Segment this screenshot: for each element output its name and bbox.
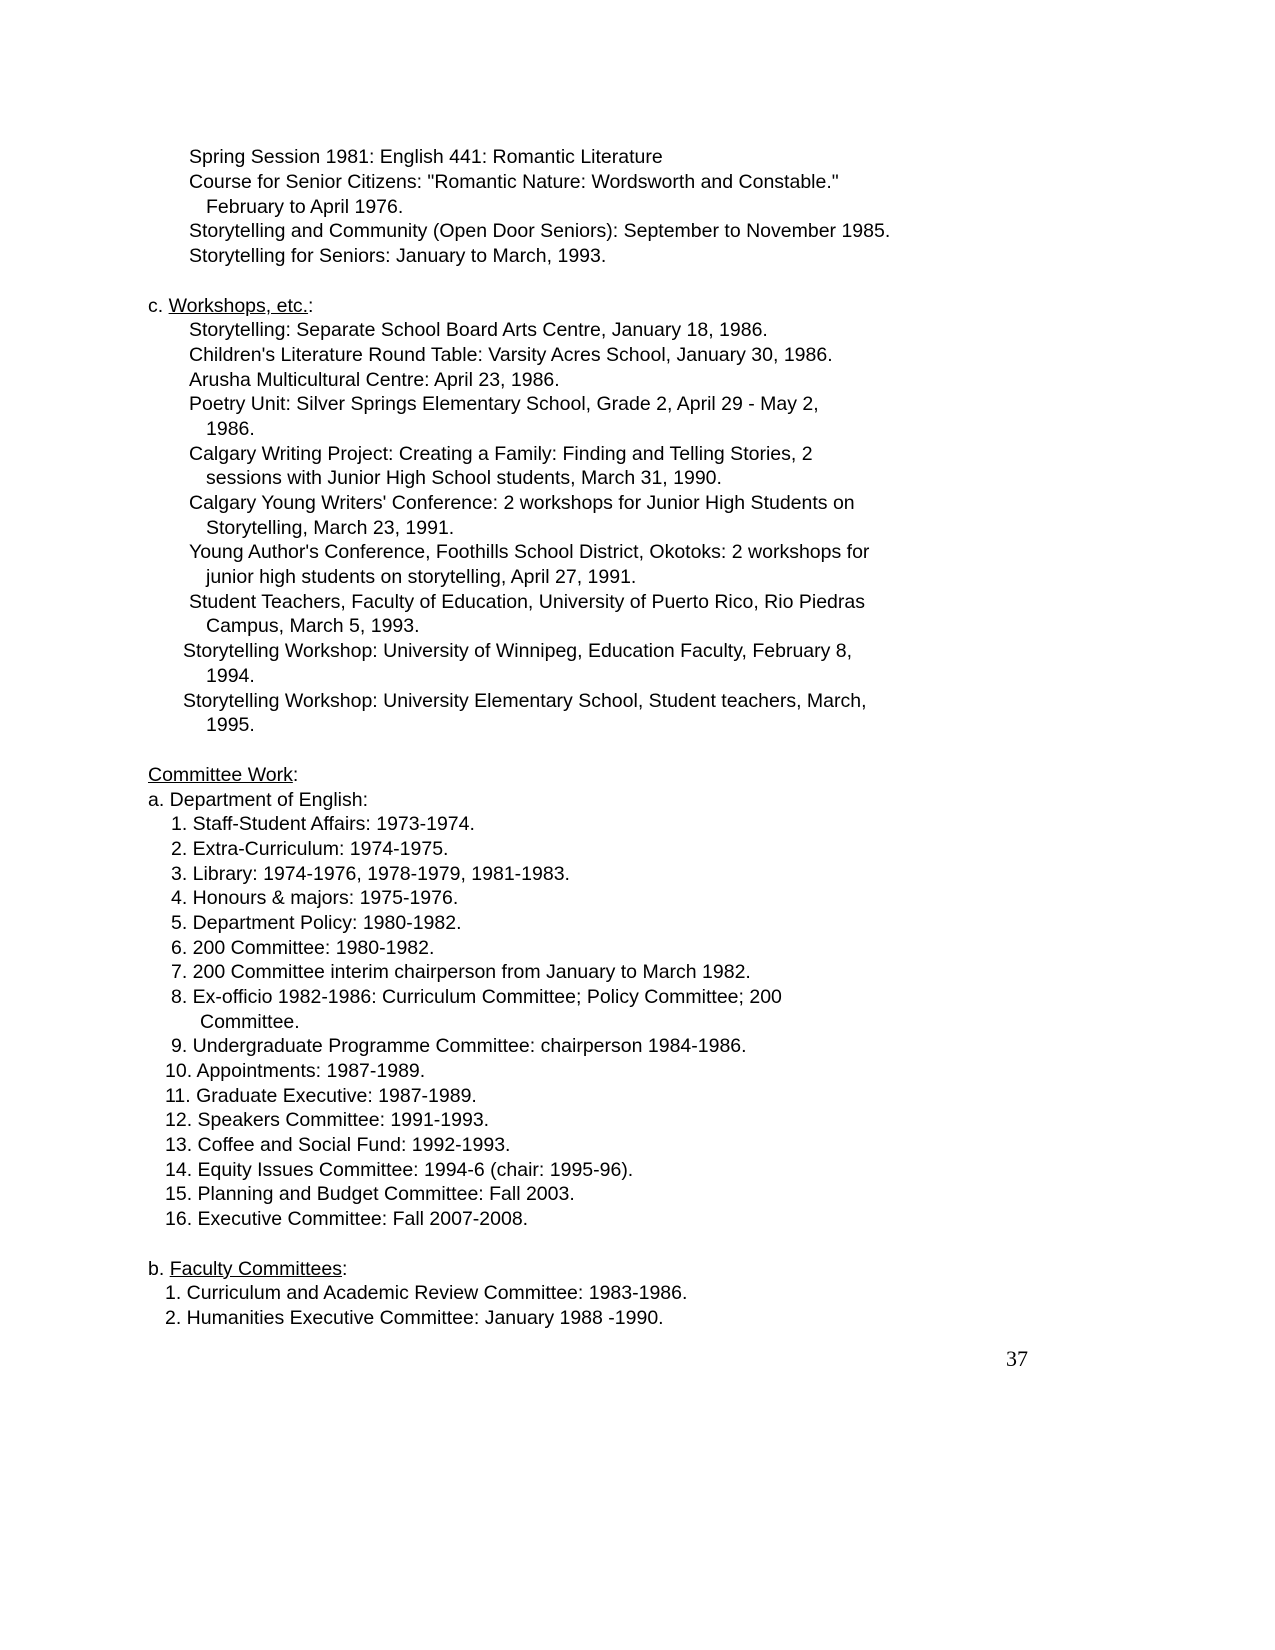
teaching-line: Storytelling for Seniors: January to March, 1993. (189, 245, 607, 267)
department-item: 15. Planning and Budget Committee: Fall 2003. (165, 1183, 575, 1205)
workshop-line: 1995. (206, 714, 255, 736)
department-item: 3. Library: 1974-1976, 1978-1979, 1981-1983. (171, 863, 570, 885)
workshop-line: Calgary Writing Project: Creating a Family: Finding and Telling Stories, 2 (189, 443, 813, 465)
workshop-line: Arusha Multicultural Centre: April 23, 1986. (189, 369, 560, 391)
workshops-prefix: c. (148, 295, 169, 317)
department-item: Committee. (200, 1011, 300, 1033)
workshop-line: Student Teachers, Faculty of Education, University of Puerto Rico, Rio Piedras (189, 591, 865, 613)
department-item: 16. Executive Committee: Fall 2007-2008. (165, 1208, 529, 1230)
committee-heading-suffix: : (292, 764, 299, 786)
department-item: 4. Honours & majors: 1975-1976. (171, 887, 459, 909)
department-item: 5. Department Policy: 1980-1982. (171, 912, 462, 934)
workshops-heading-text: Workshops, etc. (168, 295, 309, 317)
workshops-suffix: : (308, 295, 314, 317)
department-item: 11. Graduate Executive: 1987-1989. (165, 1085, 477, 1107)
workshop-line: 1986. (206, 418, 255, 440)
department-item: 14. Equity Issues Committee: 1994-6 (chair: 1995-96). (165, 1159, 634, 1181)
faculty-heading (148, 1257, 347, 1281)
workshop-line: Poetry Unit: Silver Springs Elementary School, Grade 2, April 29 - May 2, (189, 393, 819, 415)
teaching-line: Course for Senior Citizens: "Romantic Nature: Wordsworth and Constable." (189, 171, 839, 193)
page-number: 37 (1006, 1346, 1028, 1371)
faculty-heading-text: Faculty Committees (169, 1258, 342, 1280)
teaching-line: Storytelling and Community (Open Door Seniors): September to November 1985. (189, 220, 891, 242)
workshops-heading (148, 294, 313, 318)
teaching-line: February to April 1976. (206, 196, 404, 218)
teaching-line: Spring Session 1981: English 441: Romantic Literature (189, 146, 663, 168)
committee-heading-text: Committee Work (148, 764, 293, 786)
department-item: 8. Ex-officio 1982-1986: Curriculum Committee; Policy Committee; 200 (171, 986, 782, 1008)
workshop-line: Campus, March 5, 1993. (206, 615, 420, 637)
department-heading: a. Department of English: (148, 789, 369, 811)
faculty-prefix: b. (148, 1258, 170, 1280)
workshop-line: Children's Literature Round Table: Varsity Acres School, January 30, 1986. (189, 344, 833, 366)
committee-heading (148, 763, 298, 787)
department-item: 2. Extra-Curriculum: 1974-1975. (171, 838, 449, 860)
workshop-line: Storytelling, March 23, 1991. (206, 517, 455, 539)
faculty-suffix: : (341, 1258, 348, 1280)
workshop-line: sessions with Junior High School students, March 31, 1990. (206, 467, 722, 489)
workshop-line: 1994. (206, 665, 255, 687)
department-item: 13. Coffee and Social Fund: 1992-1993. (165, 1134, 511, 1156)
workshop-line: Storytelling: Separate School Board Arts Centre, January 18, 1986. (189, 319, 768, 341)
workshop-line: Storytelling Workshop: University of Winnipeg, Education Faculty, February 8, (183, 640, 853, 662)
department-item: 10. Appointments: 1987-1989. (165, 1060, 426, 1082)
department-item: 9. Undergraduate Programme Committee: chairperson 1984-1986. (171, 1035, 747, 1057)
workshop-line: junior high students on storytelling, April 27, 1991. (206, 566, 637, 588)
faculty-item: 1. Curriculum and Academic Review Committee: 1983-1986. (165, 1282, 688, 1304)
department-item: 6. 200 Committee: 1980-1982. (171, 937, 435, 959)
workshop-line: Young Author's Conference, Foothills School District, Okotoks: 2 workshops for (189, 541, 870, 563)
workshop-line: Calgary Young Writers' Conference: 2 workshops for Junior High Students on (189, 492, 855, 514)
department-item: 12. Speakers Committee: 1991-1993. (165, 1109, 490, 1131)
faculty-item: 2. Humanities Executive Committee: January 1988 -1990. (165, 1307, 664, 1329)
department-item: 7. 200 Committee interim chairperson from January to March 1982. (171, 961, 751, 983)
department-item: 1. Staff-Student Affairs: 1973-1974. (171, 813, 475, 835)
workshop-line: Storytelling Workshop: University Elementary School, Student teachers, March, (183, 690, 867, 712)
